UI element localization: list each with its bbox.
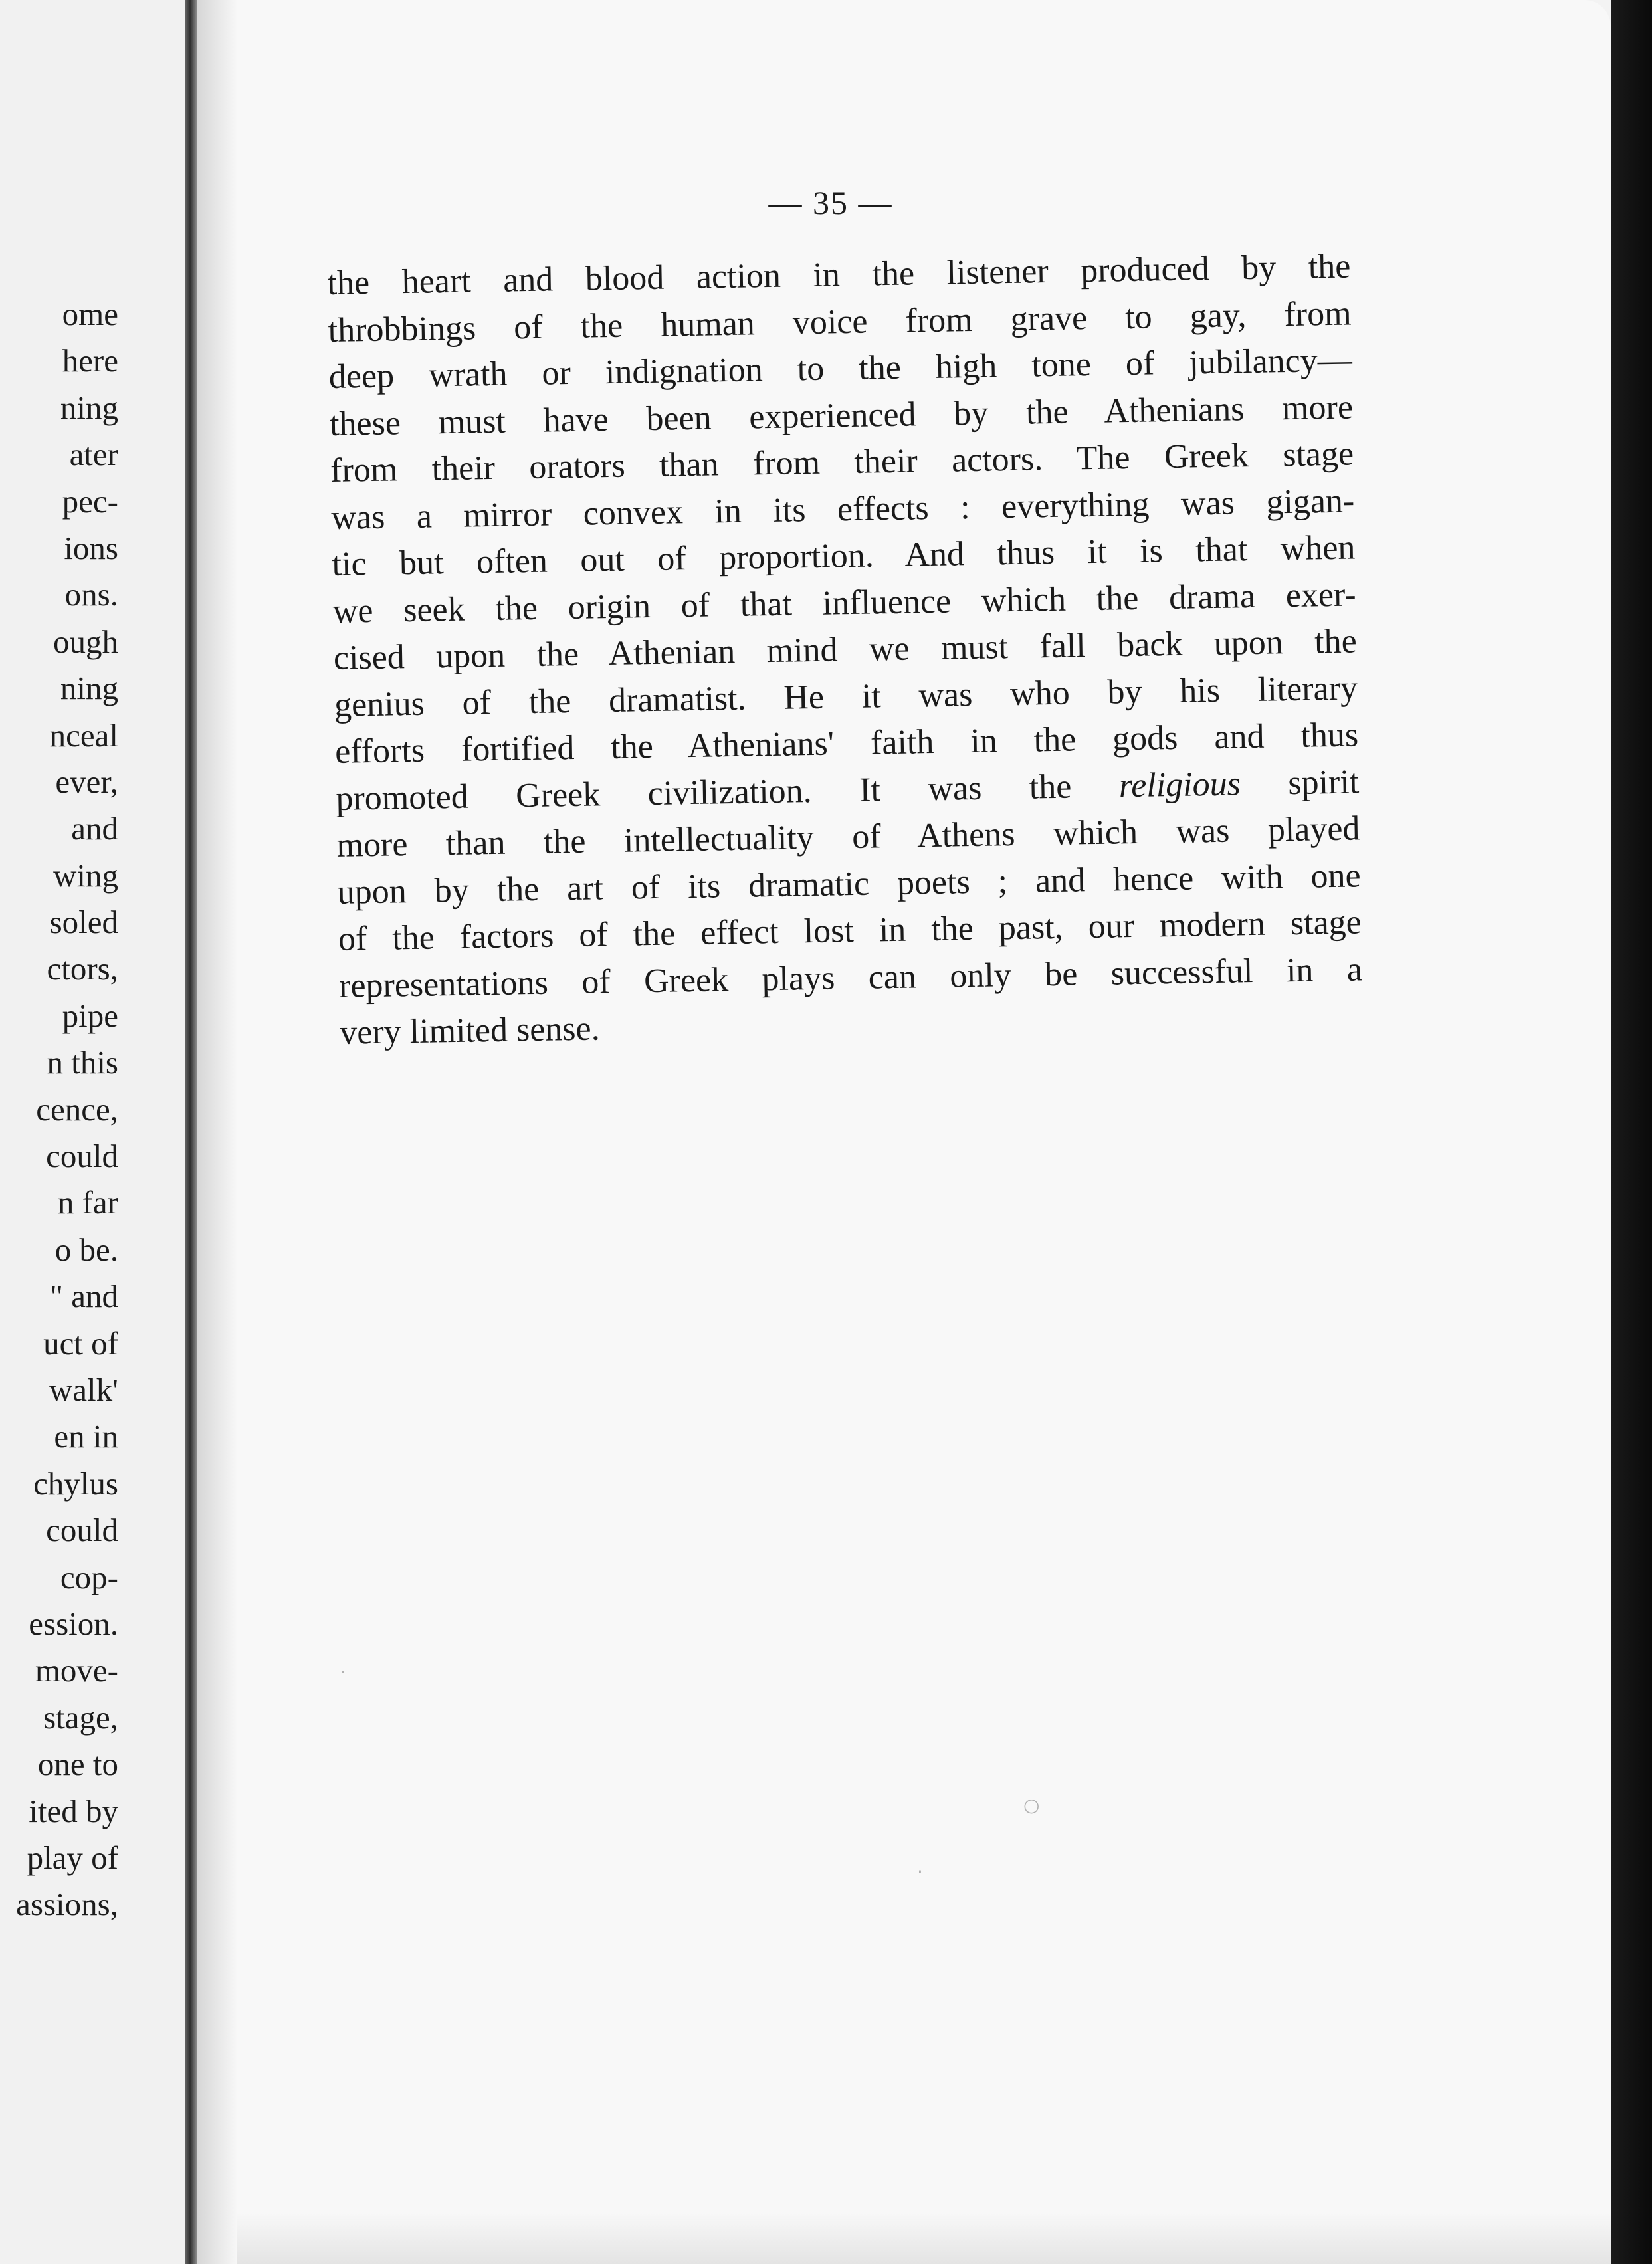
fragment-line: here — [62, 342, 118, 379]
text-line: these must have been experienced by the Athenians more — [329, 387, 1354, 443]
gutter-shadow — [197, 0, 237, 2264]
page-number: — 35 — — [768, 184, 893, 221]
previous-page-text — [16, 291, 118, 1928]
text-line: the heart and blood action in the listener produced by the — [327, 247, 1351, 302]
fragment-line: ctors, — [47, 950, 118, 987]
fragment-line: ater — [69, 436, 118, 473]
text-line: representations of Greek plays can only be successful in a — [338, 950, 1363, 1005]
fragment-line: cence, — [36, 1090, 118, 1128]
fragment-line: could — [46, 1512, 118, 1549]
fragment-line: ning — [60, 670, 118, 707]
fragment-line: ions — [64, 529, 118, 566]
text-segment: spirit — [1287, 762, 1360, 802]
scan-border — [1611, 0, 1652, 2264]
fragment-line: pec- — [62, 482, 118, 520]
fragment-line: chylus — [33, 1465, 118, 1502]
fragment-line: nceal — [49, 716, 118, 754]
text-line: tic but often out of proportion. And thus it is that when — [332, 528, 1356, 583]
fragment-line: ome — [62, 296, 118, 332]
fragment-line: play of — [27, 1839, 118, 1876]
page-bottom-shadow — [237, 2213, 1611, 2264]
previous-page-fragment — [0, 0, 187, 2264]
fragment-line: " and — [49, 1278, 118, 1315]
fragment-line: soled — [49, 904, 118, 941]
text-line: more than the intellectuality of Athens which was played — [336, 809, 1360, 865]
fragment-line: ever, — [55, 763, 118, 800]
text-line: we seek the origin of that influence which the drama exer- — [332, 575, 1357, 631]
fragment-line: en in — [54, 1418, 118, 1455]
body-paragraph — [327, 243, 1364, 1057]
fragment-line: ons. — [64, 576, 118, 613]
fragment-line: assions, — [16, 1886, 118, 1923]
fragment-line: uct of — [43, 1324, 118, 1362]
binding-gutter — [185, 0, 197, 2264]
fragment-line: stage, — [43, 1698, 118, 1736]
text-line: from their orators than from their actors. The Greek stage — [330, 435, 1354, 490]
fragment-line: ession. — [29, 1605, 118, 1642]
text-line: throbbings of the human voice from grave to gay, from — [328, 294, 1352, 350]
text-line: upon by the art of its dramatic poets ; and hence with one — [337, 856, 1362, 912]
text-line: was a mirror convex in its effects : everything was gigan- — [330, 481, 1355, 537]
fragment-line: cop- — [60, 1558, 118, 1595]
paper-speck: · — [340, 1661, 346, 1683]
text-line: cised upon the Athenian mind we must fall back upon the — [333, 622, 1358, 677]
fragment-line: n far — [57, 1184, 118, 1221]
fragment-line: and — [71, 810, 118, 847]
fragment-line: walk' — [49, 1371, 118, 1408]
fragment-line: o be. — [54, 1231, 118, 1268]
text-line: genius of the dramatist. He it was who by his literary — [334, 669, 1358, 724]
paper-speck: · — [917, 1861, 923, 1883]
fragment-line: ning — [60, 389, 118, 426]
text-line: efforts fortified the Athenians' faith in the gods and thus — [334, 716, 1359, 771]
paper-speck: ○ — [1023, 1794, 1040, 1816]
fragment-line: one to — [37, 1746, 118, 1783]
fragment-line: wing — [53, 857, 118, 894]
fragment-line: ough — [53, 623, 118, 660]
text-line: of the factors of the effect lost in the past, our modern stage — [338, 903, 1362, 958]
text-line: very limited sense. — [339, 1009, 601, 1052]
fragment-line: could — [46, 1138, 118, 1175]
text-line: deep wrath or indignation to the high tone of jubilancy— — [328, 341, 1353, 396]
text-segment: promoted Greek civilization. It was the — [335, 768, 1072, 818]
fragment-line: n this — [47, 1044, 118, 1081]
italic-word: religious — [1118, 764, 1241, 805]
fragment-line: pipe — [62, 997, 118, 1034]
fragment-line: ited by — [29, 1792, 118, 1829]
fragment-line: move- — [35, 1652, 118, 1689]
